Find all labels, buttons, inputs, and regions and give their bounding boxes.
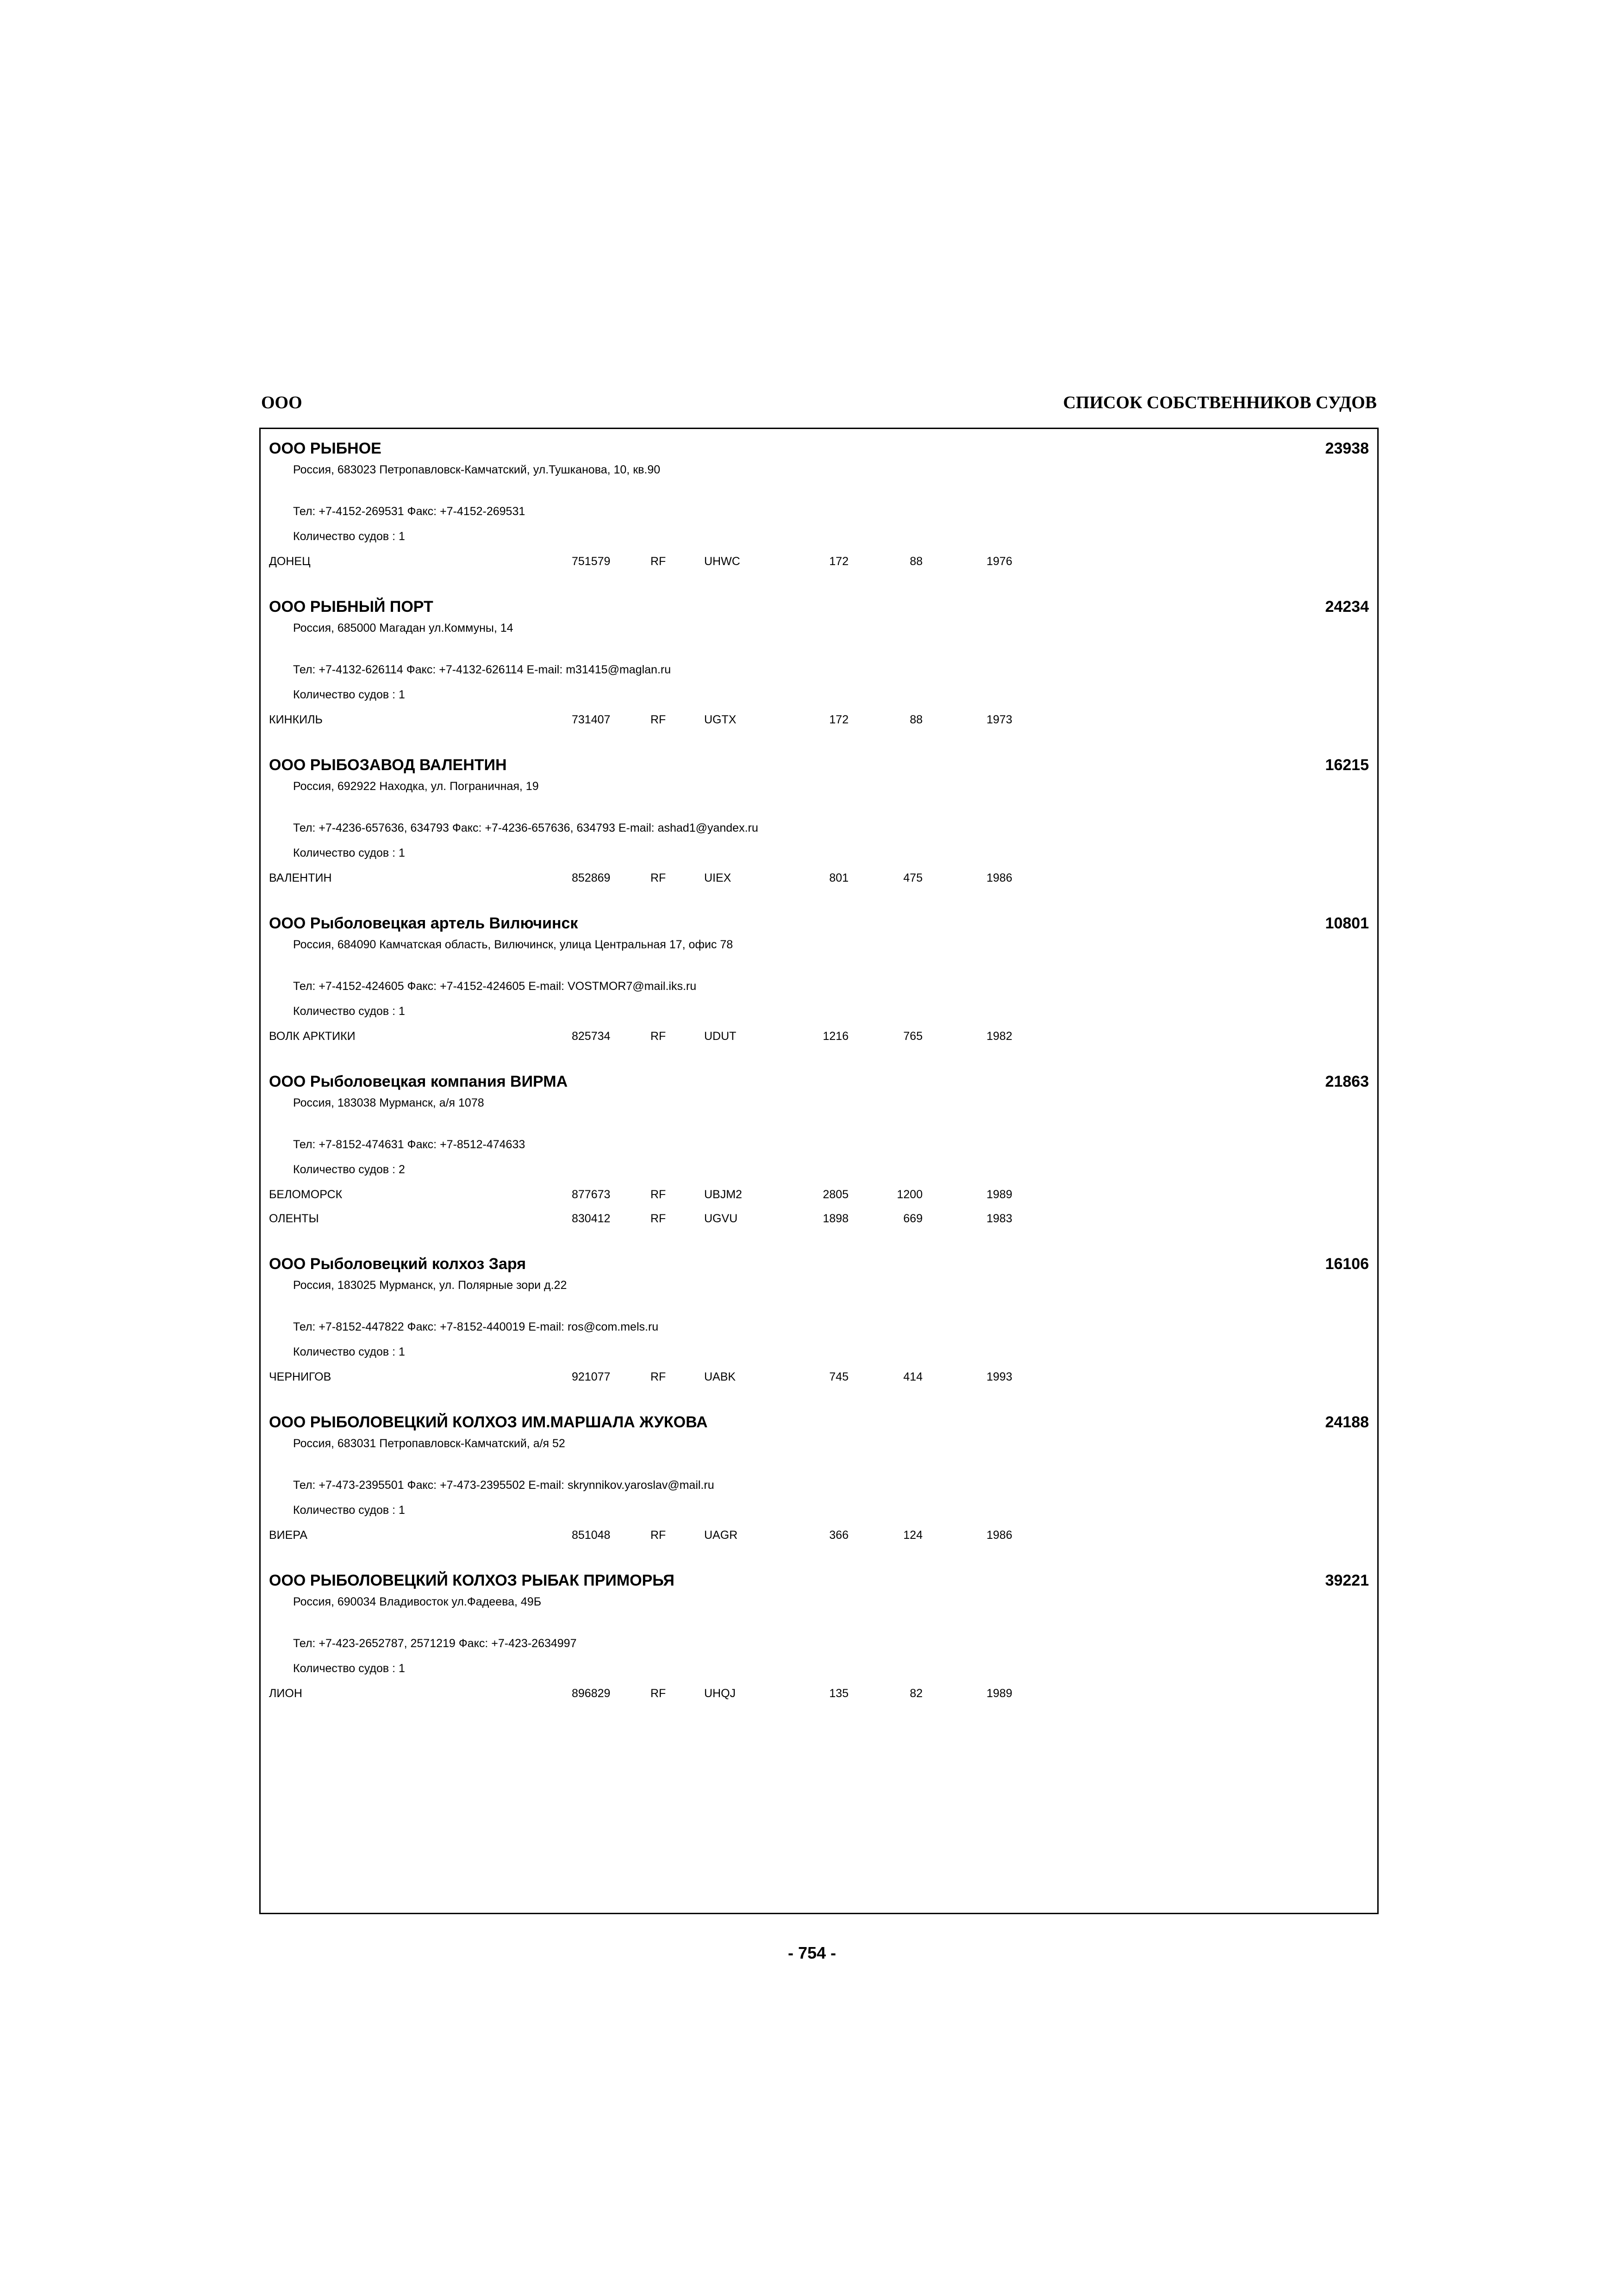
owner-address: Россия, 692922 Находка, ул. Пограничная, 19 — [293, 780, 539, 793]
vessel-year: 1983 — [987, 1212, 1012, 1225]
owner-name: ООО Рыболовецкий колхоз Заря — [269, 1255, 526, 1273]
vessel-name: ВОЛК АРКТИКИ — [269, 1030, 356, 1043]
vessel-count: Количество судов : 1 — [293, 1504, 405, 1517]
vessel-gross-tonnage: 172 — [829, 713, 849, 726]
vessel-name: КИНКИЛЬ — [269, 713, 323, 726]
running-header-left: ООО — [261, 393, 302, 412]
vessel-flag: RF — [650, 871, 666, 884]
vessel-net-tonnage: 669 — [903, 1212, 923, 1225]
vessel-flag: RF — [650, 1188, 666, 1201]
vessel-flag: RF — [650, 555, 666, 568]
vessel-gross-tonnage: 366 — [829, 1529, 849, 1542]
vessel-callsign: UHWC — [704, 555, 740, 568]
owner-code: 23938 — [1325, 440, 1369, 457]
owner-code: 24234 — [1325, 598, 1369, 616]
vessel-row — [261, 712, 1377, 728]
owner-name: ООО РЫБОЛОВЕЦКИЙ КОЛХОЗ РЫБАК ПРИМОРЬЯ — [269, 1572, 675, 1589]
vessel-net-tonnage: 765 — [903, 1030, 923, 1043]
vessel-year: 1993 — [987, 1370, 1012, 1383]
vessel-id: 751579 — [572, 555, 611, 568]
owner-address: Россия, 183025 Мурманск, ул. Полярные зори д.22 — [293, 1279, 567, 1292]
vessel-count: Количество судов : 1 — [293, 1005, 405, 1018]
vessel-net-tonnage: 414 — [903, 1370, 923, 1383]
vessel-year: 1989 — [987, 1687, 1012, 1700]
vessel-callsign: UBJM2 — [704, 1188, 742, 1201]
vessel-row — [261, 1528, 1377, 1543]
owner-address: Россия, 683031 Петропавловск-Камчатский, а/я 52 — [293, 1437, 565, 1450]
vessel-name: БЕЛОМОРСК — [269, 1188, 343, 1201]
page-number: - 754 - — [787, 1943, 837, 1962]
vessel-callsign: UGTX — [704, 713, 737, 726]
vessel-count: Количество судов : 1 — [293, 688, 405, 701]
vessel-net-tonnage: 475 — [903, 871, 923, 884]
owner-contacts: Тел: +7-4152-269531 Факс: +7-4152-269531 — [293, 505, 525, 518]
running-header-right: СПИСОК СОБСТВЕННИКОВ СУДОВ — [1063, 393, 1377, 412]
vessel-net-tonnage: 82 — [910, 1687, 923, 1700]
vessel-name: ВИЕРА — [269, 1529, 307, 1542]
vessel-gross-tonnage: 135 — [829, 1687, 849, 1700]
vessel-row — [261, 1029, 1377, 1045]
vessel-count: Количество судов : 1 — [293, 1662, 405, 1675]
vessel-row — [261, 554, 1377, 570]
vessel-year: 1989 — [987, 1188, 1012, 1201]
owner-name: ООО Рыболовецкая артель Вилючинск — [269, 915, 578, 932]
owner-code: 39221 — [1325, 1572, 1369, 1589]
owner-code: 16215 — [1325, 756, 1369, 774]
owner-address: Россия, 683023 Петропавловск-Камчатский, ул.Тушканова, 10, кв.90 — [293, 463, 661, 476]
owner-name: ООО РЫБНЫЙ ПОРТ — [269, 598, 433, 616]
owner-contacts: Тел: +7-4152-424605 Факс: +7-4152-424605 E-mail: VOSTMOR7@mail.iks.ru — [293, 980, 697, 993]
vessel-callsign: UHQJ — [704, 1687, 736, 1700]
vessel-id: 877673 — [572, 1188, 611, 1201]
owner-address: Россия, 690034 Владивосток ул.Фадеева, 49Б — [293, 1595, 542, 1608]
vessel-count: Количество судов : 1 — [293, 530, 405, 543]
owner-code: 16106 — [1325, 1255, 1369, 1273]
vessel-year: 1982 — [987, 1030, 1012, 1043]
vessel-count: Количество судов : 1 — [293, 1345, 405, 1358]
vessel-flag: RF — [650, 1529, 666, 1542]
vessel-row — [261, 1211, 1377, 1227]
owner-code: 10801 — [1325, 915, 1369, 932]
vessel-row — [261, 871, 1377, 886]
vessel-id: 731407 — [572, 713, 611, 726]
vessel-id: 896829 — [572, 1687, 611, 1700]
vessel-id: 852869 — [572, 871, 611, 884]
vessel-gross-tonnage: 745 — [829, 1370, 849, 1383]
owner-address: Россия, 684090 Камчатская область, Вилючинск, улица Центральная 17, офис 78 — [293, 938, 733, 951]
vessel-flag: RF — [650, 713, 666, 726]
vessel-id: 825734 — [572, 1030, 611, 1043]
vessel-callsign: UDUT — [704, 1030, 737, 1043]
owner-code: 21863 — [1325, 1073, 1369, 1090]
vessel-name: ДОНЕЦ — [269, 555, 311, 568]
vessel-gross-tonnage: 801 — [829, 871, 849, 884]
vessel-name: ВАЛЕНТИН — [269, 871, 332, 884]
vessel-callsign: UIEX — [704, 871, 731, 884]
vessel-name: ЧЕРНИГОВ — [269, 1370, 331, 1383]
vessel-gross-tonnage: 1216 — [823, 1030, 849, 1043]
vessel-gross-tonnage: 172 — [829, 555, 849, 568]
vessel-gross-tonnage: 2805 — [823, 1188, 849, 1201]
vessel-id: 921077 — [572, 1370, 611, 1383]
vessel-flag: RF — [650, 1687, 666, 1700]
vessel-flag: RF — [650, 1030, 666, 1043]
owner-list-frame — [259, 428, 1379, 1914]
vessel-row — [261, 1686, 1377, 1702]
owner-name: ООО Рыболовецкая компания ВИРМА — [269, 1073, 568, 1090]
vessel-id: 830412 — [572, 1212, 611, 1225]
owner-name: ООО РЫБОЗАВОД ВАЛЕНТИН — [269, 756, 507, 774]
vessel-count: Количество судов : 1 — [293, 846, 405, 859]
vessel-callsign: UABK — [704, 1370, 736, 1383]
owner-code: 24188 — [1325, 1413, 1369, 1431]
vessel-flag: RF — [650, 1370, 666, 1383]
vessel-id: 851048 — [572, 1529, 611, 1542]
owner-contacts: Тел: +7-4236-657636, 634793 Факс: +7-4236-657636, 634793 E-mail: ashad1@yandex.ru — [293, 821, 758, 834]
vessel-name: ЛИОН — [269, 1687, 302, 1700]
owner-contacts: Тел: +7-473-2395501 Факс: +7-473-2395502 E-mail: skrynnikov.yaroslav@mail.ru — [293, 1479, 714, 1492]
vessel-flag: RF — [650, 1212, 666, 1225]
vessel-callsign: UAGR — [704, 1529, 738, 1542]
vessel-count: Количество судов : 2 — [293, 1163, 405, 1176]
vessel-year: 1986 — [987, 871, 1012, 884]
vessel-gross-tonnage: 1898 — [823, 1212, 849, 1225]
owner-contacts: Тел: +7-4132-626114 Факс: +7-4132-626114 E-mail: m31415@maglan.ru — [293, 663, 671, 676]
vessel-net-tonnage: 124 — [903, 1529, 923, 1542]
owner-name: ООО РЫБНОЕ — [269, 440, 381, 457]
owner-address: Россия, 183038 Мурманск, а/я 1078 — [293, 1096, 484, 1109]
vessel-name: ОЛЕНТЫ — [269, 1212, 319, 1225]
owner-contacts: Тел: +7-423-2652787, 2571219 Факс: +7-423-2634997 — [293, 1637, 577, 1650]
owner-contacts: Тел: +7-8152-447822 Факс: +7-8152-440019 E-mail: ros@com.mels.ru — [293, 1320, 659, 1333]
vessel-net-tonnage: 88 — [910, 555, 923, 568]
vessel-year: 1986 — [987, 1529, 1012, 1542]
vessel-year: 1973 — [987, 713, 1012, 726]
owner-name: ООО РЫБОЛОВЕЦКИЙ КОЛХОЗ ИМ.МАРШАЛА ЖУКОВА — [269, 1413, 708, 1431]
vessel-net-tonnage: 1200 — [897, 1188, 923, 1201]
vessel-year: 1976 — [987, 555, 1012, 568]
owner-address: Россия, 685000 Магадан ул.Коммуны, 14 — [293, 622, 513, 635]
vessel-row — [261, 1187, 1377, 1203]
vessel-callsign: UGVU — [704, 1212, 738, 1225]
vessel-row — [261, 1369, 1377, 1385]
owner-contacts: Тел: +7-8152-474631 Факс: +7-8512-474633 — [293, 1138, 525, 1151]
vessel-net-tonnage: 88 — [910, 713, 923, 726]
